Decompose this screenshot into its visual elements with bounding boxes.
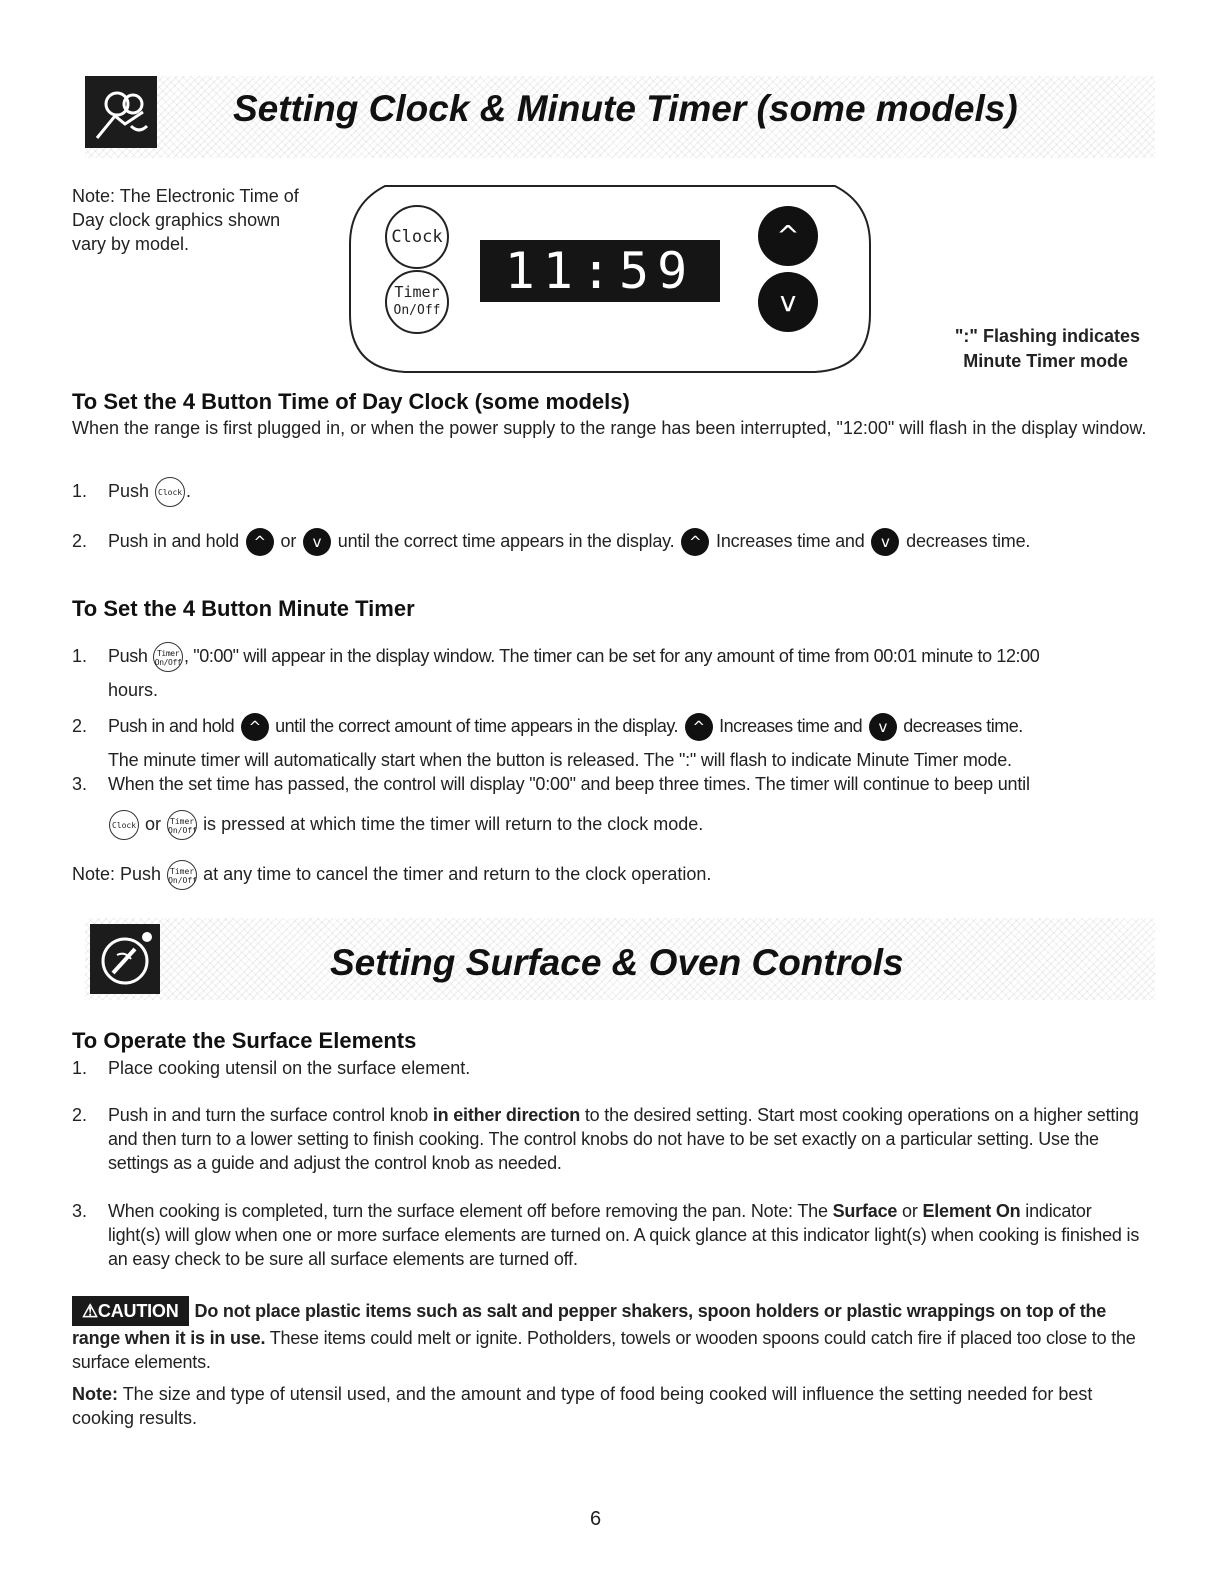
surface-step-2-a: Push in and turn the surface control knob — [108, 1105, 429, 1125]
timer-step-3-b-text: is pressed at which time the timer will return to the clock mode. — [203, 814, 704, 834]
intro-note: Note: The Electronic Time of Day clock graphics shown vary by model. — [72, 186, 299, 254]
clock-step-1: Push Clock . — [108, 476, 191, 507]
timer-step-1-b: , "0:00" will appear in the display window. The timer can be set for any amount of time from 00:01 minute to 12:00 — [184, 646, 1040, 666]
surface-heading: To Operate the Surface Elements — [72, 1028, 417, 1053]
caution-bold: Do not place plastic items such as salt and pepper shakers, spoon holders or plastic wrappings on top of the range when it is in use. — [72, 1301, 1107, 1348]
step-number: 1. — [72, 1058, 88, 1078]
timer-step-3-b — [108, 808, 703, 840]
surface-step-3-bold-2: Element On — [922, 1201, 1021, 1221]
timer-button-sublabel: On/Off — [393, 303, 441, 318]
flash-caption — [920, 324, 1140, 374]
final-note-label: Note: — [72, 1384, 118, 1404]
clock-hands-icon — [85, 76, 157, 148]
surface-step-3-a: When cooking is completed, turn the surface element off before removing the pan. Note: The — [108, 1201, 828, 1221]
clock-button-icon: Clock — [109, 810, 139, 840]
up-arrow-icon: ^ — [776, 219, 800, 252]
timer-step-3-a: When the set time has passed, the control will display "0:00" and beep three times. The timer will continue to beep until — [108, 774, 1030, 794]
timer-button-icon: Timer On/Off — [153, 642, 183, 672]
clock-step-2-b: until the correct time appears in the display. — [337, 531, 675, 551]
timer-step-2-c: Increases time and — [719, 716, 863, 736]
up-arrow-icon: ^ — [246, 528, 274, 556]
final-note — [72, 1382, 1147, 1430]
timer-step-2-d: decreases time. — [903, 716, 1023, 736]
section-banner-controls — [85, 918, 1155, 1000]
surface-step-2-bold: in either direction — [432, 1105, 581, 1125]
timer-step-2-e: The minute timer will automatically start when the button is released. The ":" will flash to indicate Minute Timer mode. — [108, 750, 1012, 770]
step-number: 2. — [72, 716, 88, 736]
timer-note-a: Note: Push — [72, 864, 162, 884]
down-arrow-icon: v — [303, 528, 331, 556]
timer-step-2-a: Push in and hold — [108, 716, 235, 736]
down-arrow-button[interactable] — [758, 272, 818, 332]
up-arrow-button[interactable] — [758, 206, 818, 266]
clock-step-1-text: Push — [108, 481, 150, 501]
timer-step-3-or: or — [145, 814, 162, 834]
clock-button-label: Clock — [391, 227, 443, 247]
surface-step-3 — [108, 1199, 1148, 1271]
surface-step-2 — [108, 1103, 1148, 1175]
surface-step-3-or: or — [902, 1201, 918, 1221]
surface-step-3-bold-1: Surface — [832, 1201, 898, 1221]
clock-step-2 — [108, 525, 1030, 557]
timer-button-label: Timer — [394, 283, 440, 301]
timer-note-b: at any time to cancel the timer and return to the clock operation. — [203, 864, 712, 884]
surface-step-3-b: indicator light(s) will glow when one or more surface elements are turned on. A quick glance at this indicator light(s) when cooking is finished is an easy check to be sure all surface elements are turned off. — [108, 1201, 1140, 1269]
timer-step-1-c: hours. — [108, 680, 159, 700]
timer-note — [72, 858, 711, 890]
section-banner-clock — [85, 76, 1155, 158]
final-note-text: The size and type of utensil used, and the amount and type of food being cooked will influence the setting needed for best cooking results. — [72, 1384, 1093, 1428]
up-arrow-icon: ^ — [685, 713, 713, 741]
flash-caption-line-1: ":" Flashing indicates — [954, 326, 1140, 346]
clock-step-2-d: decreases time. — [906, 531, 1031, 551]
timer-step-2-b: until the correct amount of time appears in the display. — [275, 716, 679, 736]
page-number: 6 — [590, 1508, 602, 1530]
down-arrow-icon: v — [779, 285, 797, 318]
down-arrow-icon: v — [871, 528, 899, 556]
clock-intro: When the range is first plugged in, or when the power supply to the range has been interrupted, "12:00" will flash in the display window. — [72, 418, 1147, 438]
caution-text: These items could melt or ignite. Potholders, towels or wooden spoons could catch fire if placed too close to the surface elements. — [72, 1328, 1136, 1372]
surface-step-1: Place cooking utensil on the surface element. — [108, 1058, 471, 1078]
timer-on-off-button[interactable] — [385, 270, 449, 334]
control-knob-icon — [90, 924, 160, 994]
caution-paragraph — [72, 1296, 1147, 1374]
clock-step-2-c: Increases time and — [716, 531, 865, 551]
section-title: Setting Clock & Minute Timer (some models) — [233, 88, 1018, 129]
timer-button-icon: Timer On/Off — [167, 860, 197, 890]
clock-button[interactable] — [385, 205, 449, 269]
clock-display: 11:59 — [480, 240, 720, 302]
timer-step-1-a: Push — [108, 646, 148, 666]
timer-heading: To Set the 4 Button Minute Timer — [72, 596, 415, 621]
down-arrow-icon: v — [869, 713, 897, 741]
clock-button-icon: Clock — [155, 477, 185, 507]
clock-step-2-or: or — [280, 531, 297, 551]
up-arrow-icon: ^ — [241, 713, 269, 741]
section-title: Setting Surface & Oven Controls — [330, 942, 904, 983]
step-number: 1. — [72, 646, 88, 666]
caution-badge: ⚠CAUTION — [72, 1296, 189, 1326]
timer-step-2 — [108, 710, 1023, 742]
surface-step-2-b: to the desired setting. Start most cooking operations on a higher setting and then turn to a lower setting to finish cooking. The control knobs do not have to be set exactly on a particular setting. Use the settings as a guide and adjust the control knob as needed. — [108, 1105, 1139, 1173]
step-number: 2. — [72, 1105, 88, 1125]
clock-heading: To Set the 4 Button Time of Day Clock (some models) — [72, 389, 630, 414]
clock-step-2-a: Push in and hold — [108, 531, 239, 551]
up-arrow-icon: ^ — [681, 528, 709, 556]
timer-step-1 — [108, 640, 1039, 672]
timer-button-icon: Timer On/Off — [167, 810, 197, 840]
step-number: 3. — [72, 1201, 88, 1221]
step-number: 1. — [72, 481, 88, 501]
flash-caption-line-2: Minute Timer mode — [963, 351, 1128, 371]
step-number: 3. — [72, 774, 88, 794]
step-number: 2. — [72, 531, 88, 551]
